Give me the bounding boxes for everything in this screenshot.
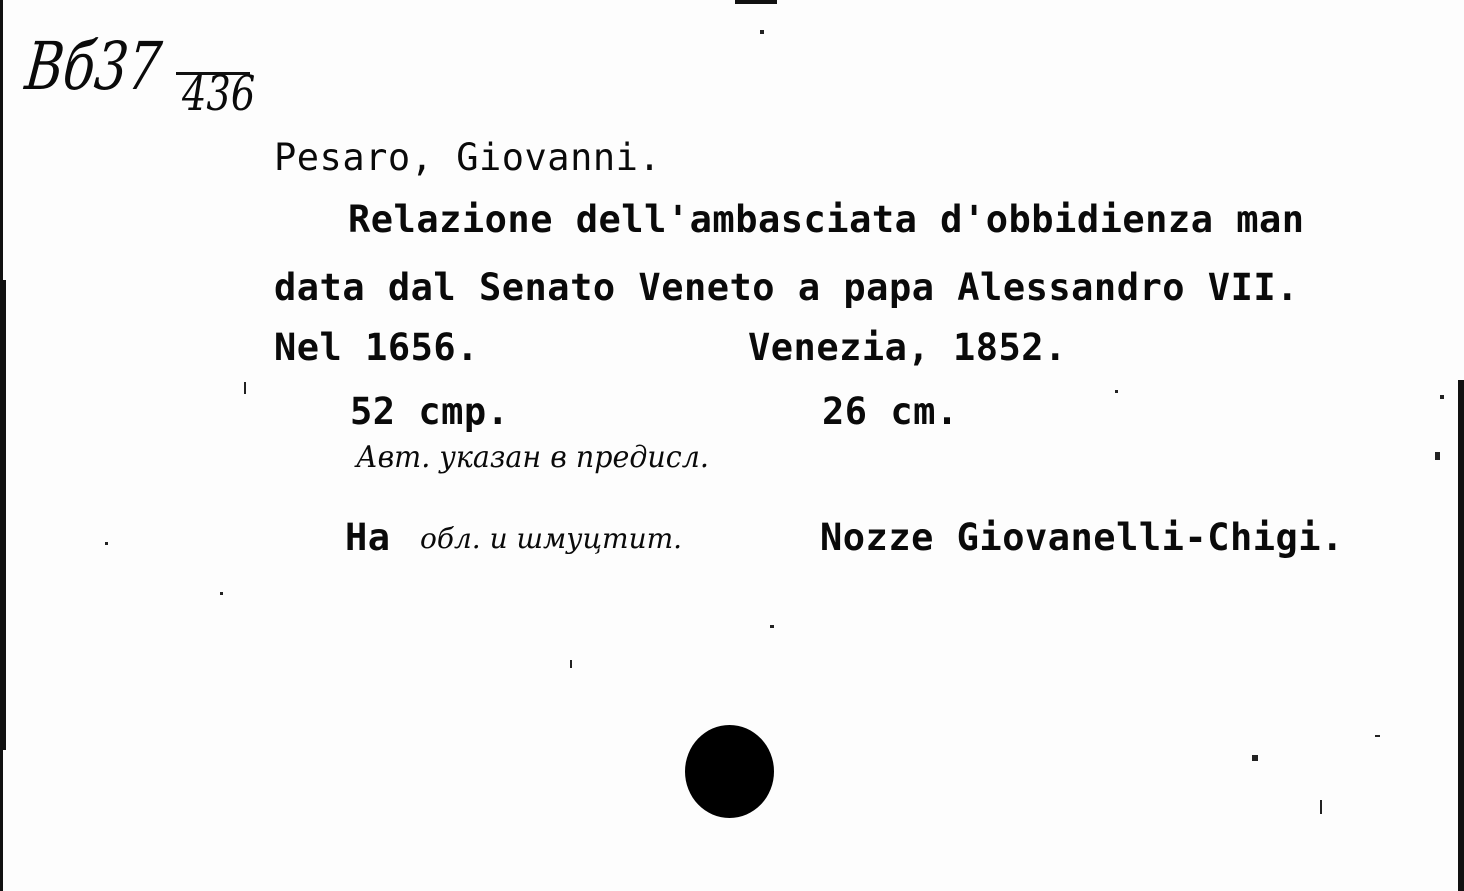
speck (760, 30, 764, 34)
card-top-mark (735, 0, 777, 4)
card-left-edge-shadow (0, 280, 6, 750)
card-imprint: Venezia, 1852. (748, 326, 1067, 369)
speck (1320, 800, 1322, 814)
card-right-edge (1458, 380, 1464, 891)
speck (105, 542, 108, 545)
handwritten-author-note: Авт. указан в предисл. (356, 440, 709, 475)
card-author: Pesaro, Giovanni. (274, 136, 662, 179)
shelfmark-sub: 436 (182, 66, 256, 122)
speck (220, 592, 223, 595)
card-pages: 52 cmp. (350, 390, 510, 433)
card-title-line-1: Relazione dell'ambasciata d'obbidienza man (348, 198, 1305, 241)
speck (1375, 735, 1380, 737)
punch-hole (685, 725, 774, 818)
shelfmark-main: Bб37 (21, 28, 165, 105)
note-prefix: На (345, 516, 391, 559)
speck (570, 660, 572, 668)
card-title-line-3: Nel 1656. (274, 326, 479, 369)
speck (1435, 452, 1440, 460)
note-suffix: Nozze Giovanelli-Chigi. (820, 516, 1344, 559)
speck (770, 625, 774, 628)
card-size: 26 cm. (822, 390, 959, 433)
card-title-line-2: data dal Senato Veneto a papa Alessandro VII. (274, 266, 1299, 309)
speck (1115, 390, 1118, 393)
note-handwritten: обл. и шмуцтит. (420, 522, 683, 555)
speck (1440, 395, 1444, 399)
speck (244, 382, 246, 394)
speck (1252, 755, 1258, 761)
